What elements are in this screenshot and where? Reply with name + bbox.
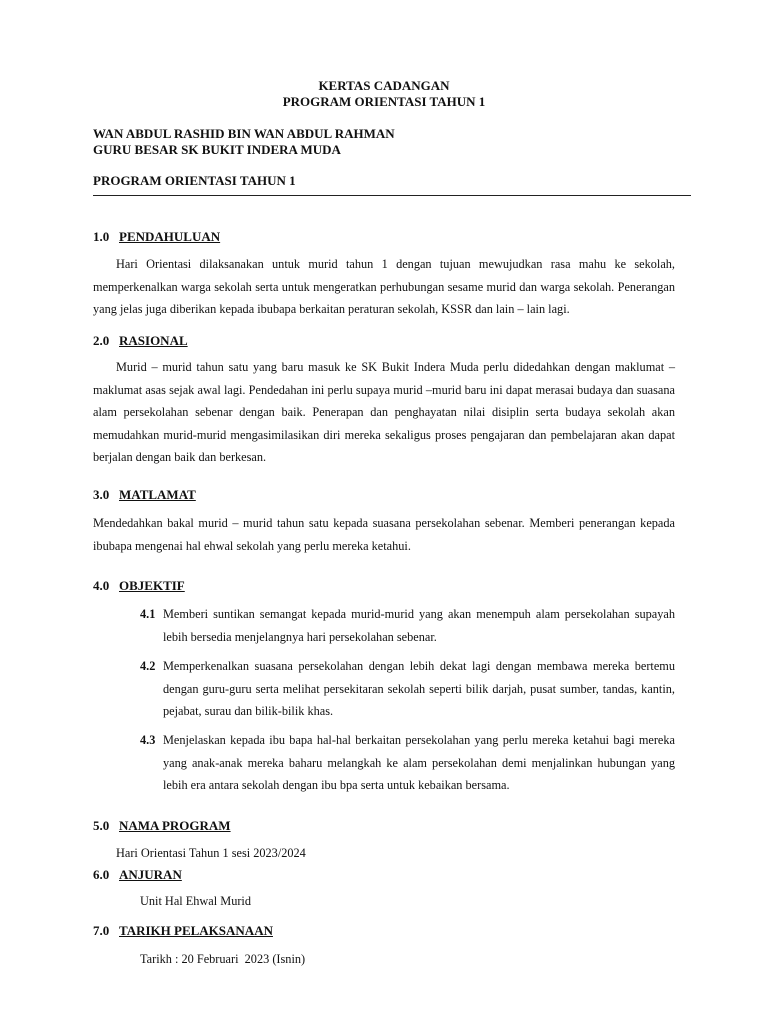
section-3-heading: MATLAMAT	[119, 487, 196, 502]
section-2-heading: RASIONAL	[119, 333, 188, 348]
section-5-body: Hari Orientasi Tahun 1 sesi 2023/2024	[116, 846, 306, 860]
author-role: GURU BESAR SK BUKIT INDERA MUDA	[93, 142, 341, 157]
section-1-number: 1.0	[93, 229, 110, 244]
section-4-heading: OBJEKTIF	[119, 578, 185, 593]
section-1-body: Hari Orientasi dilaksanakan untuk murid tahun 1 dengan tujuan mewujudkan rasa mahu ke sekolah, memperkenalkan warga sekolah serta untuk mengeratkan perhubungan sesame murid dan warga sekolah. Penerangan yang jelas juga diberikan kepada ibubapa berkaitan peraturan sekolah, KSSR dan lain – lain lagi.	[93, 257, 675, 316]
objective-number: 4.1	[140, 607, 156, 621]
objective-text: Menjelaskan kepada ibu bapa hal-hal berkaitan persekolahan yang perlu mereka ketahui bagi mereka yang anak-anak mereka baharu melangkah ke alam persekolahan demi menjalinkan hubungan yang lebih era antara sekolah dengan ibu bpa serta untuk kebaikan bersama.	[163, 733, 675, 792]
program-label: PROGRAM ORIENTASI TAHUN 1	[93, 173, 296, 188]
section-6-body: Unit Hal Ehwal Murid	[140, 894, 251, 908]
section-7-number: 7.0	[93, 923, 110, 938]
objective-number: 4.3	[140, 733, 156, 747]
document-title: KERTAS CADANGAN	[318, 78, 450, 93]
objective-text: Memperkenalkan suasana persekolahan dengan lebih dekat lagi dengan membawa mereka bertemu dengan guru-guru serta melihat persekitaran sekolah seperti bilik darjah, pusat sumber, tandas, kantin, pejabat, surau dan bilik-bilik khas.	[163, 659, 675, 718]
objective-item	[140, 603, 675, 648]
section-6-number: 6.0	[93, 867, 110, 882]
section-2-body: Murid – murid tahun satu yang baru masuk ke SK Bukit Indera Muda perlu didedahkan dengan maklumat – maklumat asas sejak awal lagi. Pendedahan ini perlu supaya murid –murid baru ini dapat merasai budaya dan suasana alam persekolahan sebenar dengan baik. Penerapan dan penghayatan nilai disiplin serta budaya sekolah akan memudahkan murid-murid mengasimilasikan diri mereka sekaligus proses pengajaran dan pembelajaran akan dapat berjalan dengan baik dan berkesan.	[93, 360, 675, 464]
author-name: WAN ABDUL RASHID BIN WAN ABDUL RAHMAN	[93, 126, 395, 141]
section-5-number: 5.0	[93, 818, 110, 833]
section-7-body: Tarikh : 20 Februari 2023 (Isnin)	[140, 952, 306, 966]
objective-item	[140, 729, 675, 797]
section-1-heading: PENDAHULUAN	[119, 229, 221, 244]
objective-number: 4.2	[140, 659, 156, 673]
section-7-heading: TARIKH PELAKSANAAN	[119, 923, 273, 938]
section-2-number: 2.0	[93, 333, 110, 348]
section-6-heading: ANJURAN	[119, 867, 182, 882]
section-4-number: 4.0	[93, 578, 110, 593]
objective-item	[140, 655, 675, 723]
section-3-body: Mendedahkan bakal murid – murid tahun satu kepada suasana persekolahan sebenar. Memberi penerangan kepada ibubapa mengenai hal ehwal sekolah yang perlu mereka ketahui.	[93, 516, 675, 553]
section-5-heading: NAMA PROGRAM	[119, 818, 231, 833]
header-divider	[93, 195, 691, 196]
document-subtitle: PROGRAM ORIENTASI TAHUN 1	[282, 94, 486, 109]
section-3-number: 3.0	[93, 487, 110, 502]
objective-text: Memberi suntikan semangat kepada murid-murid yang akan menempuh alam persekolahan supayah lebih bersedia menjelangnya hari persekolahan sebenar.	[163, 607, 675, 644]
